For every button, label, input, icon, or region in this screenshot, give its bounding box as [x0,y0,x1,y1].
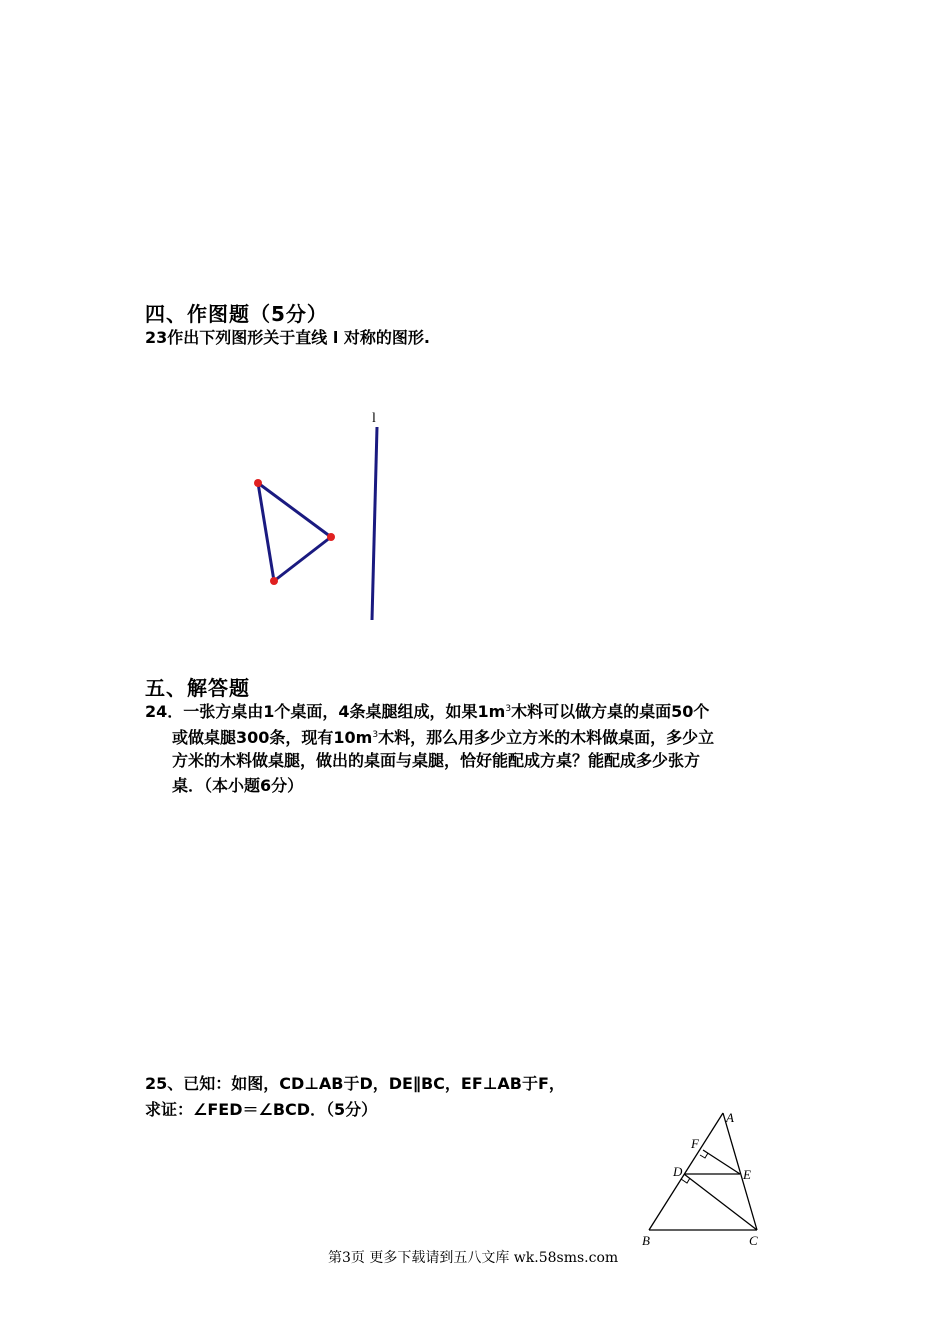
label-F: F [691,1136,699,1151]
page-footer: 第3页 更多下载请到五八文库 wk.58sms.com [328,1250,619,1266]
q24-line2-text-b: 木料，那么用多少立方米的木料做桌面，多少立 [378,728,715,747]
label-D: D [673,1164,683,1179]
line-l [372,427,377,620]
question-24-line-2 [172,724,714,749]
question-24-line-1 [145,698,709,723]
question-23-text: 23作出下列图形关于直线 l 对称的图形. [145,328,430,347]
label-B: B [642,1233,650,1248]
segment-AB [649,1113,723,1230]
label-C: C [749,1233,758,1248]
line-l-label: l [372,411,376,426]
q24-line1-text-b: 木料可以做方桌的桌面50个 [511,702,710,721]
question-24-line-3: 方米的木料做桌腿，做出的桌面与桌腿，恰好能配成方桌？能配成多少张方 [172,751,701,770]
question-25-line-2: 求证：∠FED＝∠BCD．（5分） [145,1100,378,1119]
triangle-vertex-point [327,533,335,541]
triangle-vertex-point [270,577,278,585]
superscript: 3 [372,730,379,740]
section5-title: 五、解答题 [145,676,250,700]
geometry-figure [635,1108,765,1248]
question-24-line-4: 桌．（本小题6分） [172,776,304,795]
right-angle-mark-F [700,1153,708,1158]
q24-line2-text-a: 或做桌腿300条，现有10m [172,728,373,747]
section4-title: 四、作图题（5分） [145,302,328,326]
symmetry-figure [240,405,400,630]
q24-line1-text-a: 24．一张方桌由1个桌面，4条桌腿组成，如果1m [145,702,506,721]
triangle-vertex-point [254,479,262,487]
label-A: A [726,1110,734,1125]
label-E: E [743,1167,751,1182]
segment-CD [684,1174,757,1230]
superscript: 3 [505,704,512,714]
triangle [258,483,331,581]
question-25-line-1: 25、已知：如图，CD⊥AB于D，DE∥BC，EF⊥AB于F， [145,1074,565,1093]
segment-AC [723,1113,757,1230]
